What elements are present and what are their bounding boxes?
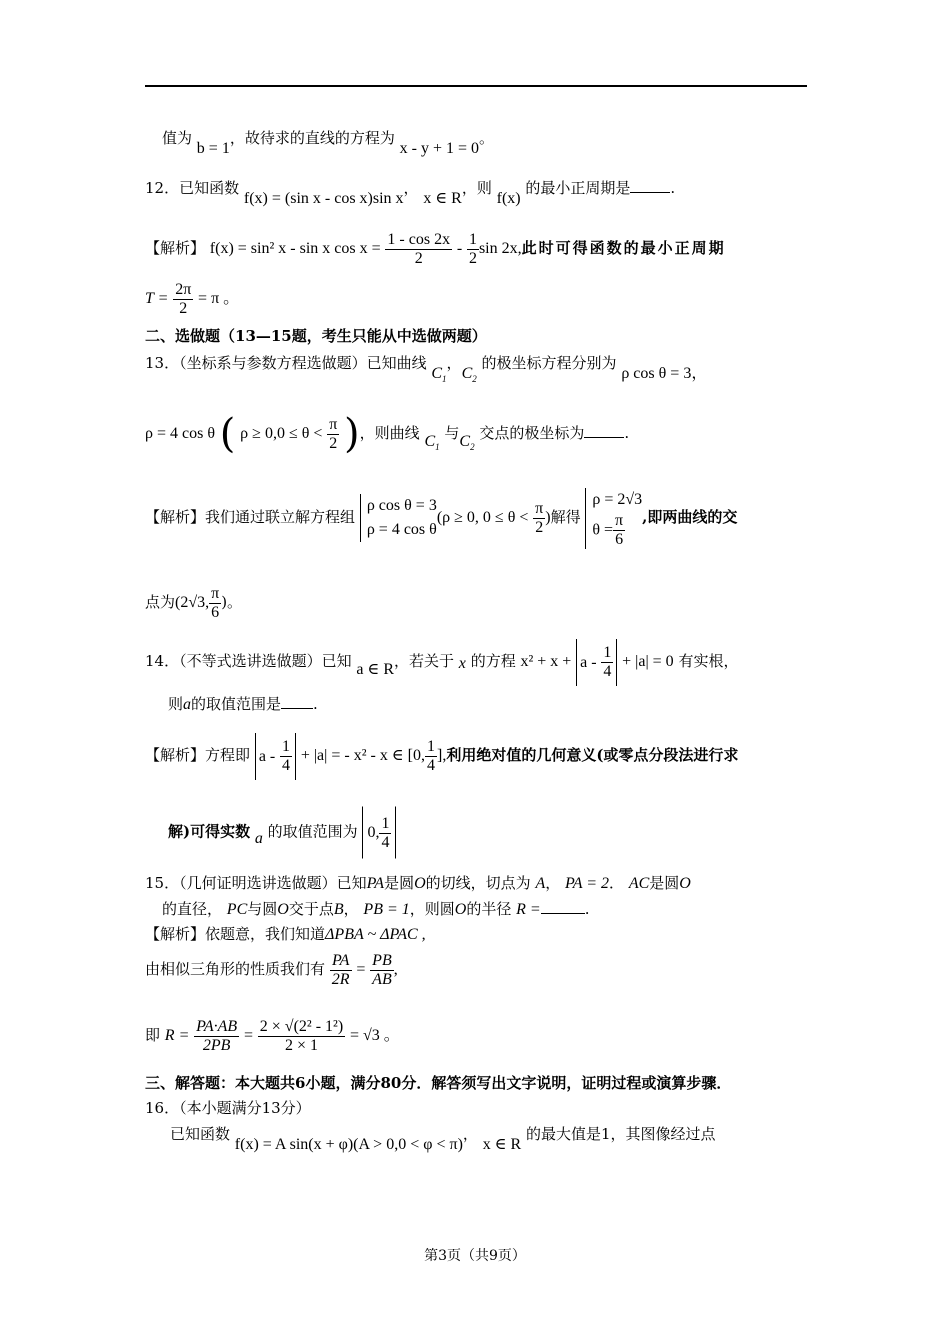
text: ，则 xyxy=(461,179,492,197)
text: 是圆 xyxy=(384,874,415,892)
math-condition: a ∈ R xyxy=(356,661,394,678)
math-equation: ρ = 4 cos θ xyxy=(145,425,215,442)
math-equation: ρ = 4 cos θ xyxy=(366,521,437,538)
math-expression: f(x) = sin² x - sin x cos x = xyxy=(209,240,381,257)
math-similarity: ΔPBA ~ ΔPAC , xyxy=(325,926,426,943)
math-domain: x ∈ R xyxy=(423,190,462,207)
text: ，则曲线 xyxy=(359,424,420,442)
question-number: 12．已知函数 xyxy=(145,179,240,197)
equals: = xyxy=(356,961,366,978)
question-15 xyxy=(145,873,691,894)
absolute-value xyxy=(576,639,617,686)
text: 解)可得实数 xyxy=(168,822,251,841)
text: ， xyxy=(462,1125,478,1143)
math-PA: PA xyxy=(366,875,385,892)
math-domain: x ∈ R xyxy=(482,1136,522,1153)
text: 方程即 xyxy=(205,746,251,764)
prev-answer-line xyxy=(162,128,495,157)
math-expression: 0, xyxy=(367,824,380,841)
numerator: π xyxy=(615,511,624,529)
solution-system xyxy=(585,488,642,549)
math-condition: ρ ≥ 0,0 ≤ θ < xyxy=(240,425,323,442)
text: ，若关于 xyxy=(394,652,455,670)
denominator: 2 xyxy=(535,518,544,536)
math-R: R = xyxy=(164,1027,190,1044)
math-expression: a - xyxy=(258,747,276,765)
analysis-label: 【解析】 xyxy=(145,746,206,764)
text: ， xyxy=(545,874,561,892)
question-16-header: 16．（本小题满分13分） xyxy=(145,1099,311,1117)
math-condition-end: ) xyxy=(545,509,551,526)
fraction xyxy=(258,1018,345,1055)
text: 与 xyxy=(444,424,460,442)
fraction xyxy=(467,231,479,268)
math-fx: f(x) xyxy=(496,190,521,207)
text: ， xyxy=(343,900,359,918)
text: 的最小正周期是 xyxy=(525,179,631,197)
numerator: 2π xyxy=(175,280,192,298)
text: 值为 xyxy=(162,129,193,147)
text: ，故待求的直线的方程为 xyxy=(229,129,395,147)
equation-system xyxy=(360,494,437,542)
section-3-heading: 三、解答题：本大题共6小题，满分80分．解答须写出文字说明，证明过程或演算步骤． xyxy=(145,1074,732,1092)
denominator: 2 xyxy=(414,249,423,267)
answer-interval xyxy=(362,806,396,859)
denominator: 2R xyxy=(331,970,350,988)
fraction xyxy=(330,952,352,989)
text: 利用绝对值的几何意义(或零点分段法进行求 xyxy=(446,746,739,764)
page-footer: 第3页（共9页） xyxy=(424,1248,526,1264)
fraction xyxy=(280,738,292,775)
math-result: = π 。 xyxy=(198,290,240,307)
answer-blank xyxy=(281,694,313,709)
math-expression: + |a| = - x² - x ∈ [0, xyxy=(300,747,425,764)
text: 是圆 xyxy=(649,874,680,892)
math-function: f(x) = (sin x - cos x)sin x xyxy=(243,190,404,207)
denominator: 2 xyxy=(468,249,477,267)
c2-sub: 2 xyxy=(472,374,477,385)
fraction xyxy=(194,1018,239,1055)
text: 13．（坐标系与参数方程选做题）已知曲线 xyxy=(145,354,427,372)
math-x: x xyxy=(458,655,466,672)
numerator: 1 xyxy=(282,738,291,755)
text: 的取值范围为 xyxy=(267,822,358,841)
numerator: PB xyxy=(372,951,392,969)
minus: - xyxy=(456,240,463,257)
math-condition: (ρ ≥ 0, 0 ≤ θ < xyxy=(436,509,529,526)
math-A: A xyxy=(535,875,546,892)
answer-14-line2 xyxy=(168,806,396,859)
numerator: π xyxy=(211,584,220,602)
text: 14．（不等式选讲选做题）已知 xyxy=(145,652,352,670)
text: 。 xyxy=(479,129,495,147)
question-14-line2 xyxy=(168,694,318,715)
text: 的方程 xyxy=(470,652,516,670)
text: . xyxy=(670,179,676,197)
math-equation: ρ cos θ = 3， xyxy=(621,365,708,382)
question-16 xyxy=(170,1124,716,1153)
answer-13 xyxy=(145,484,737,551)
c1-sub: 1 xyxy=(442,374,447,385)
question-12: 12．已知函数 f(x) = (sin x - cos x)sin x， x ∈ R，则 f(x) 的最小正周期是 . xyxy=(145,179,676,207)
math-b-equals: b = 1 xyxy=(196,140,230,157)
numerator: 1 xyxy=(427,737,435,755)
question-15-line2 xyxy=(162,899,590,920)
denominator: 4 xyxy=(427,756,435,774)
denominator: AB xyxy=(372,970,392,988)
text: 的极坐标方程分别为 xyxy=(481,354,617,372)
math-B: B xyxy=(333,901,344,918)
math-O: O xyxy=(454,901,467,918)
answer-12 xyxy=(145,228,726,269)
c2 xyxy=(459,433,475,453)
fraction xyxy=(385,231,452,268)
fraction xyxy=(209,585,221,622)
analysis-label: 【解析】 xyxy=(145,925,206,943)
fraction xyxy=(533,500,545,537)
text: 我们通过联立解方程组 xyxy=(205,508,356,526)
numerator: PA·AB xyxy=(196,1017,238,1035)
fraction xyxy=(173,281,193,318)
text: 的取值范围是 xyxy=(191,695,282,713)
fraction xyxy=(601,644,613,681)
c2 xyxy=(461,365,477,385)
math-equation: ρ cos θ = 3 xyxy=(366,497,437,514)
answer-12-line2 xyxy=(145,278,239,319)
math-result: = √3 。 xyxy=(349,1027,400,1044)
text: 有实根， xyxy=(678,652,739,670)
text: . xyxy=(624,424,630,442)
math-interval-end: ], xyxy=(437,747,447,764)
absolute-value xyxy=(255,733,296,780)
c2-letter: C xyxy=(459,433,471,450)
math-O: O xyxy=(414,875,426,892)
c1-letter: C xyxy=(424,433,436,450)
text: ，则圆 xyxy=(409,900,455,918)
paren-left: ( xyxy=(219,411,236,457)
denominator: 2 xyxy=(179,299,188,317)
text: 则 xyxy=(168,695,184,713)
math-R: R = xyxy=(516,901,541,918)
answer-13-line2 xyxy=(145,582,242,623)
answer-14 xyxy=(145,732,738,780)
denominator: 2 xyxy=(329,434,338,452)
math-PB-value: PB = 1 xyxy=(363,901,410,918)
fraction xyxy=(370,952,394,989)
math-expression: + |a| = 0 xyxy=(622,653,674,670)
text: 解得 xyxy=(550,508,581,526)
text: 的最大值是1，其图像经过点 xyxy=(525,1125,716,1143)
question-14 xyxy=(145,638,738,686)
text: 交点的极坐标为 xyxy=(479,424,585,442)
text: 的半径 xyxy=(466,900,512,918)
answer-blank xyxy=(584,423,624,438)
c1 xyxy=(431,365,447,385)
text: 的切线，切点为 xyxy=(425,874,531,892)
c1-letter: C xyxy=(431,365,443,382)
text: 点为 xyxy=(145,593,176,611)
answer-15-line3: 即 R = $\frac{PA\cdot AB}{2PB}$ = $\frac{\text{2 × √(2² - 1²)}}{2 \times 1}$ = √3 。 xyxy=(145,1017,400,1054)
text: 依题意，我们知道 xyxy=(205,925,326,943)
text: ． xyxy=(609,874,625,892)
header-rule xyxy=(145,85,807,87)
comma: , xyxy=(393,961,398,978)
fraction xyxy=(379,815,391,852)
fraction xyxy=(613,512,625,549)
fraction xyxy=(425,738,437,775)
math-line-equation: x - y + 1 = 0 xyxy=(399,140,479,157)
math-PC: PC xyxy=(226,901,248,918)
numerator: 2 × √(2² - 1²) xyxy=(259,1017,344,1035)
c2-sub: 2 xyxy=(470,442,475,453)
paren-right: ) xyxy=(344,411,360,457)
text: 由相似三角形的性质我们有 xyxy=(145,960,326,978)
denominator: 6 xyxy=(211,603,220,621)
answer-15 xyxy=(145,924,426,945)
text: . xyxy=(313,695,318,713)
math-O: O xyxy=(277,901,289,918)
math-solution xyxy=(592,512,642,549)
denominator: 2 × 1 xyxy=(284,1036,318,1054)
numerator: PA xyxy=(330,952,352,971)
math-period: T = xyxy=(145,290,169,307)
text: 的直径， xyxy=(162,900,223,918)
math-expression: a - xyxy=(580,653,597,671)
denominator: 6 xyxy=(615,530,624,548)
math-point: (2√3, xyxy=(175,594,210,611)
section-2-heading: 二、选做题（13—15题，考生只能从中选做两题） xyxy=(145,327,487,345)
question-13-line2 xyxy=(145,410,629,462)
text: 即 xyxy=(145,1026,161,1044)
fraction xyxy=(327,416,339,453)
math-expression: x² + x + xyxy=(520,653,572,670)
analysis-label: 【解析】 xyxy=(145,508,206,526)
math-solution: ρ = 2√3 xyxy=(592,490,643,508)
c1-sub: 1 xyxy=(435,442,440,453)
c2-letter: C xyxy=(461,365,473,382)
math-a: a xyxy=(254,829,263,847)
text: ,即两曲线的交 xyxy=(642,508,738,526)
numerator: π xyxy=(329,415,338,433)
text: 15．（几何证明选讲选做题）已知 xyxy=(145,874,367,892)
math-a: a xyxy=(183,696,192,713)
denominator: 2PB xyxy=(202,1036,231,1054)
answer-15-line2 xyxy=(145,946,398,993)
text: 交于点 xyxy=(288,900,334,918)
answer-blank xyxy=(630,178,670,193)
numerator: 1 xyxy=(603,644,612,661)
analysis-label: 【解析】 xyxy=(145,239,206,257)
math-theta: θ = xyxy=(592,521,614,538)
denominator: 4 xyxy=(282,757,291,774)
math-PA-value: PA = 2 xyxy=(565,875,610,892)
numerator: 1 xyxy=(381,814,390,832)
question-13 xyxy=(145,353,708,385)
text: )。 xyxy=(221,593,243,611)
text: 此时可得函数的最小正周期 xyxy=(521,239,726,257)
text: ， xyxy=(446,354,462,372)
numerator: 1 - cos 2x xyxy=(387,230,451,248)
denominator: 4 xyxy=(381,833,390,851)
c1 xyxy=(424,433,440,453)
text: 已知函数 xyxy=(170,1125,231,1143)
text: 与圆 xyxy=(247,900,278,918)
numerator: 1 xyxy=(468,230,477,248)
math-O: O xyxy=(679,875,691,892)
math-expression: sin 2x, xyxy=(478,240,522,257)
answer-blank xyxy=(541,899,585,914)
denominator: 4 xyxy=(603,663,612,680)
math-function: f(x) = A sin(x + φ)(A > 0,0 < φ < π) xyxy=(234,1136,463,1153)
numerator: π xyxy=(535,499,544,517)
text: . xyxy=(584,900,590,918)
math-AC: AC xyxy=(628,875,650,892)
